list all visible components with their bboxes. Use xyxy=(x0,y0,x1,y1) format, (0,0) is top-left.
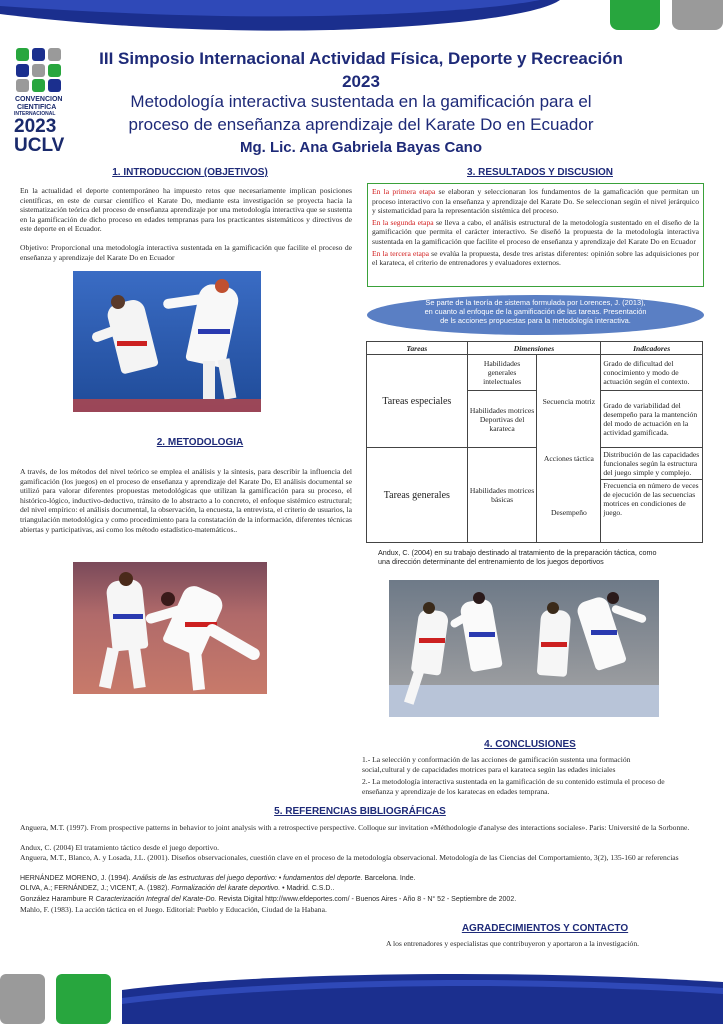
karate-photo-3 xyxy=(389,580,659,717)
reference-6-source: Revista Digital http://www.efdeportes.com/ - Buenos Aires - Año 8 - N° 52 - Septiembre de 2002. xyxy=(216,896,517,903)
andux-caption-line-1: Andux, C. (2004) en su trabajo destinado al tratamiento de la preparación táctica, como xyxy=(378,548,657,557)
karate-photo-1 xyxy=(73,271,261,412)
table-cell-indicator-2: Grado de variabilidad del desempeño para la mantención del modo de actuación en la actividad gamificada. xyxy=(601,391,703,448)
oval-line-2: en cuanto al enfoque de la gamificación de las tareas. Presentación xyxy=(424,307,647,316)
table-cell-indicator-3: Distribución de las capacidades funcionales según la estructura del juego simple y complejo. xyxy=(603,450,700,477)
method-heading: 2. METODOLOGIA xyxy=(156,437,244,448)
tab-green-decoration xyxy=(610,0,660,30)
tab-grey-decoration xyxy=(672,0,723,30)
bottom-wave-decoration xyxy=(0,968,723,1024)
table-cell-task-special: Tareas especiales xyxy=(367,355,468,448)
poster-title: III Simposio Internacional Actividad Física, Deporte y Recreación xyxy=(99,49,623,68)
reference-6-authors: González Haramburе R xyxy=(20,896,96,903)
intro-objective: Objetivo: Proporcional una metodología interactiva sustentada en la gamificación que facilite el proceso de enseñanza y aprendizaje del Karate Do en Ecuador xyxy=(20,243,352,262)
poster-subtitle-line-1: Metodología interactiva sustentada en la gamificación para el xyxy=(130,92,592,111)
conclusion-item-2: 2.- La metodología interactiva sustentada en la gamificación de su contenido estimula el proceso de enseñanza y aprendizaje de los karatecas en edades temprana. xyxy=(362,777,665,796)
thanks-heading: AGRADECIMIENTOS Y CONTACTO xyxy=(461,923,629,934)
convention-logo-icon xyxy=(16,48,64,92)
results-stage-2 xyxy=(372,218,699,247)
table-cell-acciones: Acciones táctica xyxy=(543,453,594,463)
references-heading: 5. REFERENCIAS BIBLIOGRÁFICAS xyxy=(274,806,446,817)
stage-3-text: se evalúa la propuesta, desde tres aristas diferentes: opinión sobre las adquisiciones por el karateca, el criterio de entrenadores y evaluadores externos. xyxy=(372,248,699,268)
table-header-indicadores: Indicadores xyxy=(601,342,703,355)
conclusion-item-1: 1.- La selección y conformación de las acciones de gamificación sustenta una formación social,cultural y de capacidades motrices para el karateca según las edades iniciales xyxy=(362,755,631,774)
logo-year: 2023 xyxy=(14,116,57,137)
logo-line-1: CONVENCION xyxy=(15,96,63,103)
table-cell-indicators-3-4 xyxy=(601,448,703,543)
reference-3: Anguera, M.T., Blanco, A. y Losada, J.L. (2001). Diseños observacionales, cuestión clave en el proceso de la metodología observacional. Metodología de las Ciencias del Comportamiento, 3(2), 135-160 ar referencias xyxy=(20,853,679,862)
logo-line-3: INTERNACIONAL xyxy=(14,111,56,117)
stage-1-text: se elaboran y seleccionaran los fundamentos de la gamaficación que permitan un proceso interactivo con la enseñanza y aprendizaje del Karate Do. Se seleccionan según el nivel jerárquico y sistematicidad para la representación sistémica del proceso. xyxy=(372,187,700,216)
results-stage-1 xyxy=(372,187,699,216)
table-cell-hab-generales: Habilidades generales intelectuales xyxy=(467,355,537,391)
thanks-text: A los entrenadores y especialistas que contribuyeron y aportaron a la investigación. xyxy=(386,939,640,948)
stage-2-label: En la segunda etapa xyxy=(372,217,434,227)
table-cell-secuencia: Secuencia motriz xyxy=(537,355,601,448)
reference-5-publisher: • Madrid. C.S.D.. xyxy=(280,885,335,892)
table-cell-hab-basicas: Habilidades motrices básicas xyxy=(467,448,537,543)
logo-line-2: CIENTIFICA xyxy=(17,104,57,111)
intro-paragraph: En la actualidad el deporte contemporáneo ha impuesto retos que necesariamente implican posiciones científicas, en este de cursar científico el Karate Do, mediante esta investigación se proyecta hacia la sistematización teórica del proceso de enseñanza aprendizaje por una metodología interactiva que se sustenta en la gamificación de dicho proceso en edades tempranas para los practicantes sistemáticos y directivos de este deporte en el Ecuador. xyxy=(20,186,352,234)
oval-line-1: Se parte de la teoría de sistema formulada por Lorences, J. (2013), xyxy=(425,298,646,307)
logo-org: UCLV xyxy=(14,135,65,156)
reference-6-title: Caracterización Integral del Karate-Do. xyxy=(95,896,217,903)
reference-4-authors: HERNÁNDEZ MORENO, J. (1994). xyxy=(20,875,133,882)
poster-subtitle-line-2: proceso de enseñanza aprendizaje del Karate Do en Ecuador xyxy=(128,115,594,134)
conclusions-heading: 4. CONCLUSIONES xyxy=(484,739,576,750)
poster-author: Mg. Lic. Ana Gabriela Bayas Cano xyxy=(239,139,482,156)
intro-heading: 1. INTRODUCCION (OBJETIVOS) xyxy=(112,167,268,178)
stage-3-label: En la tercera etapa xyxy=(372,248,429,258)
table-cell-indicator-1: Grado de dificultad del conocimiento y modo de actuación según el contexto. xyxy=(601,355,703,391)
stage-1-label: En la primera etapa xyxy=(372,187,436,196)
table-cell-task-general: Tareas generales xyxy=(367,448,468,543)
table-cell-indicator-4: Frecuencia en número de veces de ejecución de las secuencias motrices en condiciones de juego. xyxy=(600,479,702,517)
theory-oval xyxy=(367,295,704,335)
reference-4-publisher: Barcelona. Inde. xyxy=(362,875,416,882)
tasks-table xyxy=(366,341,703,543)
reference-5-title: Formalización del karate deportivo. xyxy=(171,885,281,892)
reference-7: Mahlo, F. (1983). La acción táctica en el Juego. Editorial: Pueblo y Educación, Ciudad de la Habana. xyxy=(20,905,327,914)
poster-title-year: 2023 xyxy=(342,72,380,91)
results-box xyxy=(367,183,704,287)
karate-photo-2 xyxy=(73,562,267,694)
table-header-dimensiones: Dimensiones xyxy=(467,342,601,355)
reference-1: Anguera, M.T. (1997). From prospective patterns in behavior to joint analysis with a retrospective perspective. Colloque sur invitation «Méthodologie d'analyse des interactions sociales». Paris: Université de la Sorbonne. xyxy=(20,823,690,832)
reference-5 xyxy=(20,884,700,894)
results-stage-3 xyxy=(372,249,699,268)
method-paragraph: A través, de los métodos del nivel teórico se emplea el análisis y la síntesis, para describir la influencia del gamificación (los juegos) en el proceso de enseñanza y aprendizaje del Karate Do, El análisis documental se utilizó para valorar diferentes propuestas metodológicas que utilizan la gamificación para su proceso, el histórico-lógico, inductivo-deductivo, tránsito de lo abstracto a lo concreto, el enfoque sistémico estructural; del nivel empírico: el análisis documental, la observación, la encuesta, la entrevista, el criterio de usuarios, la triangulación metodológica y como procedimiento para la constatación de la información, diferentes técnicas abiertas y participativas, así como los método estadístico-matemáticos.. xyxy=(20,467,352,534)
results-heading: 3. RESULTADOS Y DISCUSION xyxy=(467,167,613,178)
table-cell-acciones-desempeno xyxy=(537,448,601,543)
stage-2-text: se lleva a cabo, el análisis estructural de la metodología sustentado en el diseño de la gamificación que permita el carácter interactivo. Se diseñó la propuesta de la metodología interactiva sustentada en la gamificación que facilite el proceso de enseñanza y aprendizaje del Karate Do en Ecuador xyxy=(372,217,699,246)
reference-5-authors: OLIVA, A.; FERNÁNDEZ, J.; VICENT, A. (1982). xyxy=(20,885,172,892)
table-header-tareas: Tareas xyxy=(367,342,468,355)
reference-4-title: Análisis de las estructuras del juego deportivo: • fundamentos del deporte. xyxy=(132,875,363,882)
oval-line-3: de ls acciones propuestas para la metodología interactiva. xyxy=(440,316,631,325)
reference-4 xyxy=(20,874,700,884)
table-cell-desempeno: Desempeño xyxy=(550,507,587,517)
reference-2: Andux, C. (2004) El tratamiento táctico desde el juego deportivo. xyxy=(20,843,220,852)
reference-6 xyxy=(20,895,700,905)
table-cell-hab-motrices: Habilidades motrices Deportivas del karateca xyxy=(467,391,537,448)
andux-caption-line-2: una dirección determinante del entrenamiento de los juegos deportivos xyxy=(378,557,604,566)
